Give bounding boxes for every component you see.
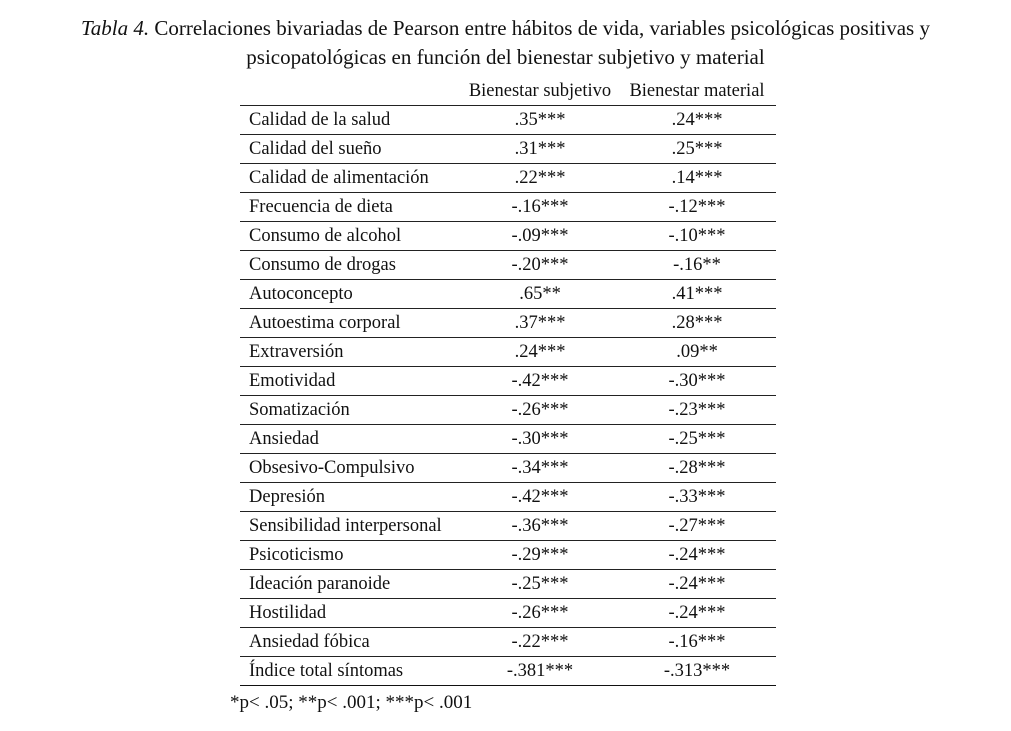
bienestar-material-cell: -.28***	[618, 454, 776, 483]
table-row	[240, 628, 776, 657]
table-row	[240, 483, 776, 512]
header-bienestar-subjetivo: Bienestar subjetivo	[462, 78, 618, 106]
bienestar-material-cell: .24***	[618, 106, 776, 135]
table-row	[240, 541, 776, 570]
bienestar-material-cell: -.16***	[618, 628, 776, 657]
variable-cell: Autoestima corporal	[240, 309, 462, 338]
bienestar-subjetivo-cell: -.26***	[462, 599, 618, 628]
variable-cell: Ideación paranoide	[240, 570, 462, 599]
bienestar-subjetivo-cell: .31***	[462, 135, 618, 164]
bienestar-subjetivo-cell: -.42***	[462, 483, 618, 512]
header-variable	[240, 78, 462, 106]
table-row	[240, 106, 776, 135]
table-caption	[0, 14, 1011, 72]
bienestar-material-cell: -.25***	[618, 425, 776, 454]
bienestar-subjetivo-cell: -.30***	[462, 425, 618, 454]
bienestar-material-cell: -.23***	[618, 396, 776, 425]
variable-cell: Calidad del sueño	[240, 135, 462, 164]
variable-cell: Obsesivo-Compulsivo	[240, 454, 462, 483]
bienestar-material-cell: .09**	[618, 338, 776, 367]
table-row	[240, 309, 776, 338]
table-row	[240, 512, 776, 541]
bienestar-material-cell: -.16**	[618, 251, 776, 280]
table-row	[240, 135, 776, 164]
variable-cell: Consumo de alcohol	[240, 222, 462, 251]
correlation-table	[240, 78, 776, 686]
bienestar-material-cell: .14***	[618, 164, 776, 193]
caption-line-1	[0, 14, 1011, 43]
significance-footnote: *p< .05; **p< .001; ***p< .001	[230, 692, 473, 713]
bienestar-subjetivo-cell: .37***	[462, 309, 618, 338]
table-row	[240, 251, 776, 280]
bienestar-subjetivo-cell: -.29***	[462, 541, 618, 570]
variable-cell: Depresión	[240, 483, 462, 512]
bienestar-material-cell: .41***	[618, 280, 776, 309]
bienestar-subjetivo-cell: -.42***	[462, 367, 618, 396]
bienestar-subjetivo-cell: -.16***	[462, 193, 618, 222]
variable-cell: Autoconcepto	[240, 280, 462, 309]
variable-cell: Calidad de la salud	[240, 106, 462, 135]
variable-cell: Consumo de drogas	[240, 251, 462, 280]
bienestar-subjetivo-cell: -.34***	[462, 454, 618, 483]
bienestar-subjetivo-cell: -.22***	[462, 628, 618, 657]
variable-cell: Emotividad	[240, 367, 462, 396]
bienestar-material-cell: -.10***	[618, 222, 776, 251]
variable-cell: Ansiedad	[240, 425, 462, 454]
table-row	[240, 599, 776, 628]
bienestar-subjetivo-cell: -.381***	[462, 657, 618, 686]
table-row	[240, 338, 776, 367]
variable-cell: Somatización	[240, 396, 462, 425]
caption-title: Correlaciones bivariadas de Pearson entre hábitos de vida, variables psicológicas positivas y	[154, 16, 930, 40]
variable-cell: Ansiedad fóbica	[240, 628, 462, 657]
table-row	[240, 222, 776, 251]
variable-cell: Hostilidad	[240, 599, 462, 628]
table-row	[240, 164, 776, 193]
table-row	[240, 367, 776, 396]
table-row	[240, 396, 776, 425]
bienestar-subjetivo-cell: .22***	[462, 164, 618, 193]
bienestar-material-cell: -.27***	[618, 512, 776, 541]
variable-cell: Psicoticismo	[240, 541, 462, 570]
caption-label: Tabla 4.	[81, 16, 150, 40]
bienestar-material-cell: -.24***	[618, 541, 776, 570]
bienestar-material-cell: -.30***	[618, 367, 776, 396]
table-header-row	[240, 78, 776, 106]
bienestar-subjetivo-cell: .35***	[462, 106, 618, 135]
table-row	[240, 454, 776, 483]
bienestar-subjetivo-cell: -.20***	[462, 251, 618, 280]
table-body	[240, 106, 776, 686]
bienestar-subjetivo-cell: -.36***	[462, 512, 618, 541]
bienestar-material-cell: .28***	[618, 309, 776, 338]
bienestar-subjetivo-cell: -.25***	[462, 570, 618, 599]
table-row	[240, 657, 776, 686]
bienestar-subjetivo-cell: .65**	[462, 280, 618, 309]
table-row	[240, 570, 776, 599]
variable-cell: Índice total síntomas	[240, 657, 462, 686]
bienestar-material-cell: -.24***	[618, 599, 776, 628]
bienestar-material-cell: .25***	[618, 135, 776, 164]
table-row	[240, 425, 776, 454]
bienestar-material-cell: -.12***	[618, 193, 776, 222]
bienestar-material-cell: -.313***	[618, 657, 776, 686]
variable-cell: Extraversión	[240, 338, 462, 367]
table-row	[240, 280, 776, 309]
bienestar-material-cell: -.24***	[618, 570, 776, 599]
variable-cell: Calidad de alimentación	[240, 164, 462, 193]
bienestar-subjetivo-cell: .24***	[462, 338, 618, 367]
variable-cell: Sensibilidad interpersonal	[240, 512, 462, 541]
bienestar-subjetivo-cell: -.09***	[462, 222, 618, 251]
bienestar-subjetivo-cell: -.26***	[462, 396, 618, 425]
variable-cell: Frecuencia de dieta	[240, 193, 462, 222]
header-bienestar-material: Bienestar material	[618, 78, 776, 106]
bienestar-material-cell: -.33***	[618, 483, 776, 512]
caption-line-2: psicopatológicas en función del bienestar subjetivo y material	[246, 45, 765, 69]
table-row	[240, 193, 776, 222]
